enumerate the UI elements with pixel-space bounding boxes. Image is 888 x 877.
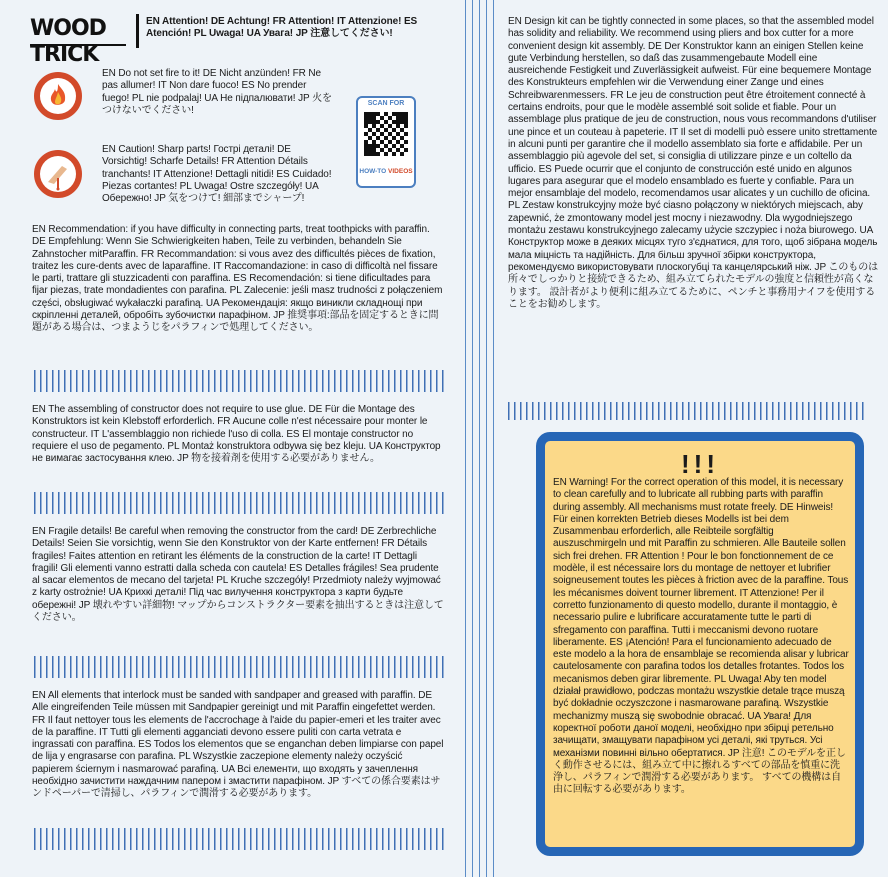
qr-subtitle-part: HOW-TO — [359, 168, 389, 175]
fire-warning-text: EN Do not set fire to it! DE Nicht anzünden! FR Ne pas allumer! IT Non dare fuoco! ES No prender fuego! PL nie podpalaj! UA Не підпалювати! JP 火をつけないでください! — [102, 68, 332, 116]
sharp-parts-icon — [34, 150, 82, 198]
cutting-hand-icon — [40, 156, 76, 192]
qr-title: SCAN FOR — [367, 100, 405, 107]
paraffin-recommendation: EN Recommendation: if you have difficulty in connecting parts, treat toothpicks with paraffin. DE Empfehlung: Wenn Sie Schwierigkeiten haben, Teile zu verbinden, behandeln Sie Zahnstocher mitParaffin. FR Recommandation: si vous avez des difficultés pièces de fixation, traitez les cure-dents avec de laparaffine. IT Raccomandazione: in caso di difficoltà nel fissare le parti, trattare gli stuzzicadenti con paraffina. ES Recomendación: si tiene dificultades para fijar piezas, trate mondadientes con parafina. PL Zalecenie: jeśli masz trudności z połączeniem części, obsługiwać wykałaczki parafiną. UA Рекомендація: якщо виникли складнощі при скріпленні деталей, обробіть зубочистки парафіном. JP 推奨事項:部品を固定するときに問題がある場合は、つまようじをパラフィンで処理してください。 — [32, 224, 443, 334]
sharp-warning-text: EN Caution! Sharp parts! Гострі деталі! DE Vorsichtig! Scharfe Details! FR Attention Détails tranchants! IT Attenzione! Dettagli nitidi! ES Cuidado! Piezas cortantes! PL Uwaga! Ostre szczegóły! UA Обережно! JP 気をつけて! 細部までシャープ! — [102, 144, 332, 205]
logo-divider — [136, 14, 139, 48]
warning-box — [536, 432, 864, 856]
right-column — [494, 0, 888, 877]
stripe-divider — [34, 828, 444, 850]
no-glue-note: EN The assembling of constructor does not require to use glue. DE Für die Montage des Konstruktors ist kein Klebstoff erforderlich. FR Aucune colle n'est nécessaire pour monter le constructeur. IT L'assemblaggio non richiede l'uso di colla. ES El montaje constructor no requiere el uso de pegamento. PL Montaż konstruktora odbywa się bez kleju. UA Конструктор не вимагає застосування клею. JP 物を接着剤を使用する必要がありません。 — [32, 404, 441, 465]
brand-logo: WOOD TRICK — [30, 16, 126, 46]
stripe-divider — [34, 656, 444, 678]
no-fire-icon — [34, 72, 82, 120]
stripe-divider — [34, 370, 444, 392]
tight-connection-note: EN Design kit can be tightly connected in some places, so that the assembled model has solidity and reliability. We recommend using pliers and box cutter for a more convenient design kit assembly. DE Der Konstruktor kann an einigen Stellen keine gute Verbindung herstellen, so daß das zusammengebaute Modell eine ausreichende Festigkeit und Zuverlässigkeit aufweist. Für eine bequemere Montage des Konstrukteurs empfehlen wir die Verwendung einer Zange und eines Schreibwarenmessers. FR Le jeu de construction peut être étroitement connecté à certains endroits, pour que le modèle assemblé soit solide et fiable. Pour un assemblage plus pratique de jeu de construction, nous vous recommandons d'utiliser une pince et un couteau à papeterie. IT Il set di modelli può essere unito strettamente in alcuni punti per garantire che il modello assemblato sia forte e affidabile. Per un assemblaggio più agevole del set, si consiglia di utilizzare pinze e un coltello da ufficio. ES Puede ocurrir que el conjunto de construcción esté unido en algunos lugares para asegurar que el modelo ensamblado es fuerte y confiable. Para un mejor ensamblaje del modelo, recomendamos usar alicates y un cuchillo de oficina. PL Zestaw konstrukcyjny może być ciasno połączony w niektórych miejscach, aby zapewnić, że zmontowany model jest mocny i niezawodny. Dla wygodniejszego montażu zestawu konstrukcyjnego zalecamy użycie szczypiec i noża biurowego. UA Конструктор може в деяких місцях туго з'єднатися, для того, щоб зібрана модель мала міцність та надійність. Для більш зручної збірки конструктора, рекомендуємо використовувати плоскогубці та канцелярський ніж. JP このものは所々でしっかりと接続できるため、組み立てられたモデルの強度と信頼性が高くなります。 設計者がより便利に組み立てるために、ペンチと事務用ナイフを使用することをお勧めします。 — [508, 16, 879, 310]
warning-exclamation: !!! — [681, 449, 719, 479]
column-divider — [462, 0, 494, 877]
fragile-details-note: EN Fragile details! Be careful when removing the constructor from the card! DE Zerbrechliche Details! Seien Sie vorsichtig, wenn Sie den Konstruktor von der Karte entfernen! FR Détails fragiles! Faites attention en retirant les éléments de la construction de la carte! IT Dettagli fragili! Gli elementi vanno estratti dalla scheda con cautela! ES Detalles frágiles! Sea prudente al sacar elementos de mecano del tarjeta! PL Kruche szczegóły! Przedmioty należy wyjmować z karty ostrożnie! UA Крихкі деталі! Під час вилучення конструктора з карти будьте обережні! JP 壊れやすい詳細物! マップからコンストラクター要素を抽出するときは注意してください。 — [32, 526, 444, 624]
stripe-divider — [34, 492, 444, 514]
qr-code-panel[interactable] — [356, 96, 416, 188]
stripe-divider — [508, 402, 868, 420]
qr-subtitle-accent: VIDEOS — [388, 168, 413, 175]
attention-heading: EN Attention! DE Achtung! FR Attention! IT Attenzione! ES Atención! PL Uwaga! UA Увага! JP 注意してください! — [146, 16, 418, 40]
qr-code-icon[interactable] — [364, 112, 408, 156]
flame-icon — [40, 78, 76, 114]
sanding-instruction: EN All elements that interlock must be sanded with sandpaper and greased with paraffin. DE Alle eingreifenden Teile müssen mit Sandpapier gereinigt und mit Paraffin eingefettet werden. FR Il faut nettoyer tous les elements de l'accrochage à l'aide du papier-emeri et les traiter avec de la paraffine. IT Tutti gli elementi agganciati devono essere puliti con carta vetrata e ingrassati con paraffina. ES Todos los elementos que se enganchan deben limpiarse con papel de lija y engrasarse con parafina. PL Wszystkie zaczepione elementy należy oczyścić papierem ściernym i nasmarować parafiną. UA Всі елементи, що входять у зачеплення необхідно зачистити наждачним папером і змастити парафіном. JP すべての係合要素はサンドペーパーで清掃し、パラフィンで潤滑する必要があります。 — [32, 690, 444, 800]
warning-text: EN Warning! For the correct operation of this model, it is necessary to clean carefully and to lubricate all rubbing parts with paraffin during assembly. All mechanisms must rotate freely. DE Hinweis! Für einen korrekten Betrieb dieses Modells ist bei dem Zusammenbau erforderlich, alle Reibteile sorgfältig auszuschmirgeln und mit Paraffin zu schmieren. Alle Bauteile sollen sich frei drehen. FR Attention ! Pour le bon fonctionnement de ce modèle, il est nécessaire lors du montage de nettoyer et lubrifier soigneusement toutes les pièces à friction avec de la paraffine. Tous les mécanismes doivent tourner librement. IT Attenzione! Per il corretto funzionamento di questo modello, durante il montaggio, è necessario pulire e lubrificare accuratamente tutte le parti di sfregamento con paraffina. Tutti i meccanismi devono ruotare liberamente. ES ¡Atención! Para el funcionamiento adecuado de este modelo a la hora de ensamblaje se recomienda alisar y lubricar cautelosamente con parafina todos los detalles frotantes. Todos los mecanismos deben girar libremente. PL Uwaga! Aby ten model działał prawidłowo, podczas montażu wszystkie detale trące muszą być dokładnie oczyszczone i nasmarowane parafiną. Wszystkie mechanizmy muszą się swobodnie obracać. UA Увага! Для коректної роботи даної моделі, необхідно при збірці ретельно зачищати, змащувати парафіном усі деталі, які труться. Усі механізми повинні вільно обертатися. JP 注意! このモデルを正しく動作させるには、組み立て中に擦れるすべての部品を慎重に洗浄し、パラフィンで潤滑する必要があります。 すべての機構は自由に回転する必要があります。 — [553, 477, 849, 796]
qr-subtitle — [358, 168, 414, 175]
